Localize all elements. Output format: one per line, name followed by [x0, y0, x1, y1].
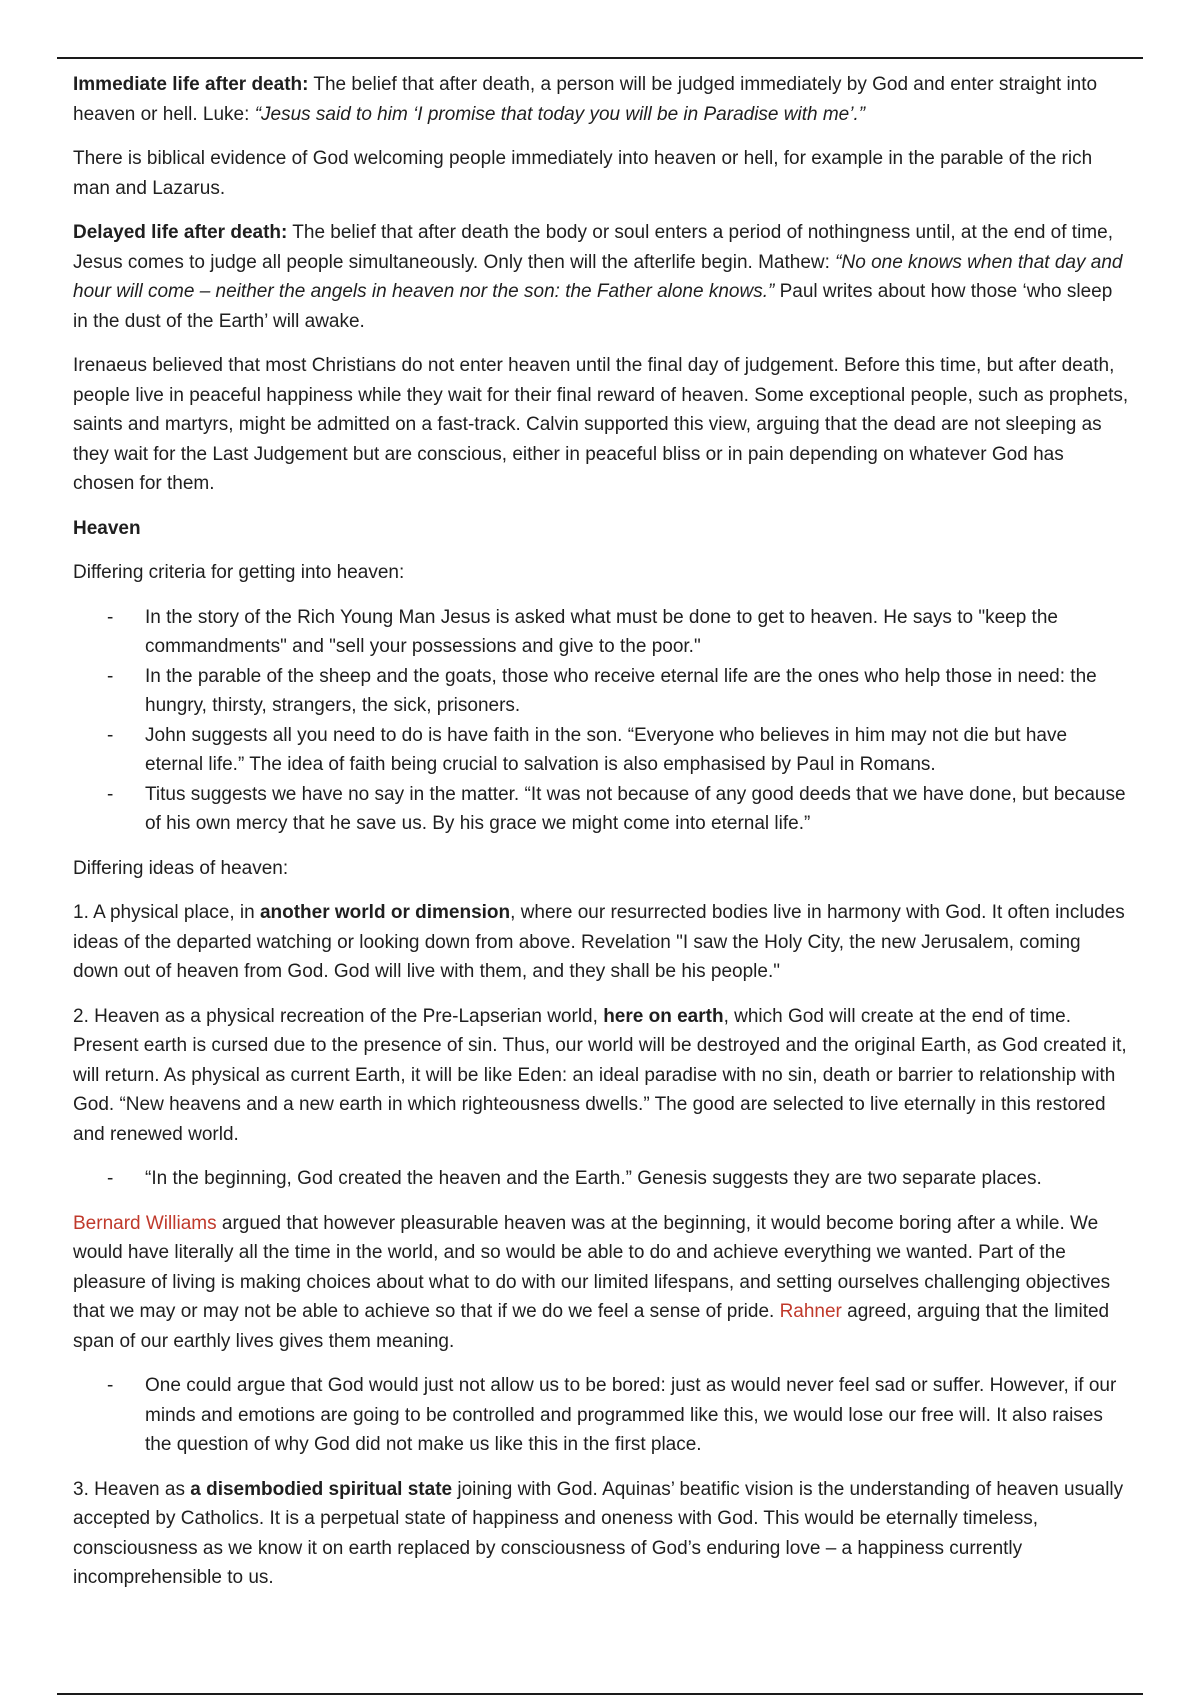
- paragraph-biblical-evidence: There is biblical evidence of God welcoming people immediately into heaven or hell, for example in the parable of the rich man and Lazarus.: [73, 148, 1093, 199]
- paragraph-text: 3. Heaven as: [73, 1478, 191, 1500]
- paragraph-idea-3: [73, 1475, 1130, 1593]
- ideas-intro: Differing ideas of heaven:: [73, 857, 289, 879]
- paragraph-text: 1. A physical place, in: [73, 902, 260, 923]
- idea-2-list: [73, 1164, 1130, 1194]
- list-item: - John suggests all you need to do is have faith in the son. “Everyone who believes in him may not die but have eternal life.” The idea of faith being crucial to salvation is also emphasised by Paul in Romans.: [73, 721, 1130, 780]
- top-rule: [57, 57, 1143, 59]
- paragraph-delayed-life: [73, 218, 1130, 336]
- term-immediate: Immediate life after death:: [73, 74, 309, 95]
- quote-luke: “Jesus said to him ‘I promise that today you will be in Paradise with me’.”: [254, 103, 866, 125]
- quote-mathew: “No one knows when that day and hour will come – neither the angels in heaven nor the son: the Father alone knows.”: [73, 251, 1123, 302]
- paragraph-immediate-life: [73, 70, 1130, 129]
- paragraph-text: 2. Heaven as a physical recreation of the Pre-Lapserian world,: [73, 1005, 604, 1027]
- paragraph-text: , which God will create at the end of time. Present earth is cursed due to the presence of sin. Thus, our world will be destroyed and the original Earth, as God created it, will return. As physical as current Earth, it will be like Eden: an ideal paradise with no sin, death or barrier to relationship with God. “New heavens and a new earth in which righteousness dwells.” The good are selected to live eternally in this restored and renewed world.: [73, 1005, 1127, 1145]
- paragraph-text: joining with God. Aquinas’ beatific vision is the understanding of heaven usually accepted by Catholics. It is a perpetual state of happiness and oneness with God. This would be eternally timeless, consciousness as we know it on earth replaced by consciousness of God’s enduring love – a happiness currently incomprehensible to us.: [73, 1478, 1124, 1588]
- heading-text: Heaven: [73, 517, 141, 539]
- document-page: [73, 70, 1130, 1608]
- list-item: - “In the beginning, God created the heaven and the Earth.” Genesis suggests they are two separate places.: [73, 1164, 1130, 1194]
- list-item: - In the parable of the sheep and the goats, those who receive eternal life are the ones who help those in need: the hungry, thirsty, strangers, the sick, prisoners.: [73, 662, 1130, 721]
- bold-phrase: another world or dimension: [259, 902, 511, 923]
- list-item: - Titus suggests we have no say in the matter. “It was not because of any good deeds that we have done, but because of his own mercy that he save us. By his grace we might come into eternal life.”: [73, 780, 1130, 839]
- paragraph-text: argued that however pleasurable heaven was at the beginning, it would become boring after a while. We would have literally all the time in the world, and so would be able to do and achieve everything we wanted. Part of the pleasure of living is making choices about what to do with our limited lifespans, and setting ourselves challenging objectives that we may or may not be able to achieve so that if we do we feel a sense of pride.: [73, 1212, 1111, 1322]
- paragraph-text: agreed, arguing that the limited span of our earthly lives gives them meaning.: [73, 1301, 1110, 1352]
- paragraph-text: Paul writes about how those ‘who sleep in the dust of the Earth’ will awake.: [73, 281, 1113, 332]
- list-item: - In the story of the Rich Young Man Jesus is asked what must be done to get to heaven. He says to "keep the commandments" and "sell your possessions and give to the poor.": [73, 603, 1130, 662]
- paragraph-text: The belief that after death, a person will be judged immediately by God and enter straight into heaven or hell. Luke:: [73, 74, 1098, 125]
- paragraph-text: The belief that after death the body or soul enters a period of nothingness until, at the end of time, Jesus comes to judge all people simultaneously. Only then will the afterlife begin. Mathew:: [73, 222, 1113, 273]
- list-item: - One could argue that God would just not allow us to be bored: just as would never feel sad or suffer. However, if our minds and emotions are going to be controlled and programmed like this, we would lose our free will. It also raises the question of why God did not make us like this in the first place.: [73, 1371, 1130, 1460]
- term-delayed: Delayed life after death:: [73, 222, 288, 243]
- paragraph-text: , where our resurrected bodies live in harmony with God. It often includes ideas of the departed watching or looking down from above. Revelation "I saw the Holy City, the new Jerusalem, coming down out of heaven from God. God will live with them, and they shall be his people.": [73, 902, 1125, 982]
- name-rahner: Rahner: [779, 1301, 842, 1322]
- paragraph-irenaeus: Irenaeus believed that most Christians do not enter heaven until the final day of judgement. Before this time, but after death, people live in peaceful happiness while they wait for their final reward of heaven. Some exceptional people, such as prophets, saints and martyrs, might be admitted on a fast-track. Calvin supported this view, arguing that the dead are not sleeping as they wait for the Last Judgement but are conscious, either in peaceful bliss or in pain depending on whatever God has chosen for them.: [73, 355, 1129, 494]
- bold-phrase: a disembodied spiritual state: [190, 1478, 453, 1500]
- criteria-intro: Differing criteria for getting into heaven:: [73, 562, 405, 583]
- name-bernard-williams: Bernard Williams: [73, 1212, 217, 1234]
- paragraph-williams: [73, 1209, 1130, 1357]
- williams-list: [73, 1371, 1130, 1460]
- paragraph-idea-1: [73, 898, 1130, 987]
- bold-phrase: here on earth: [603, 1005, 724, 1027]
- section-heading-heaven: [73, 514, 1130, 544]
- paragraph-idea-2: [73, 1002, 1130, 1150]
- criteria-list: [73, 603, 1130, 839]
- bottom-rule: [57, 1693, 1143, 1695]
